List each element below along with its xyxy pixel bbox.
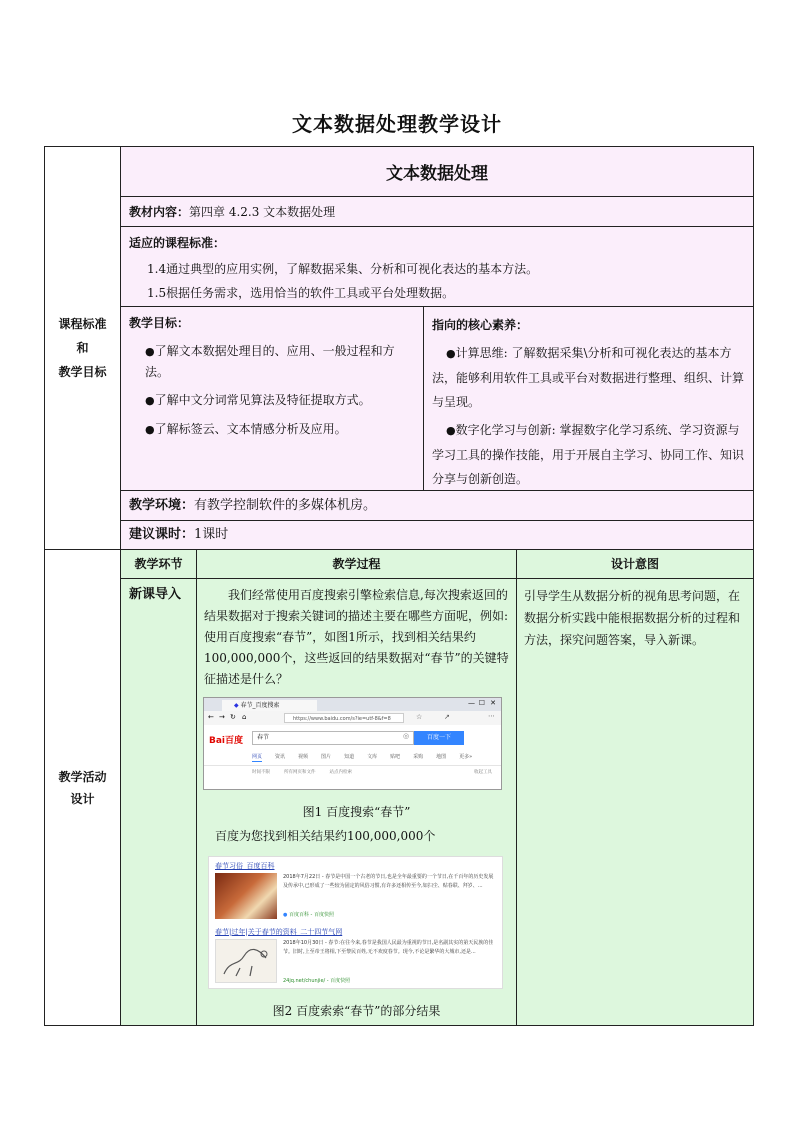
process-text: 我们经常使用百度搜索引擎检索信息,每次搜索返回的结果数据对于搜索关键词的描述主要在哪些方面呢，例如: 使用百度搜索“春节”，如图1所示，找到相关结果约100,000,000个，这些返回的结果数据对“春节”的关键特征描述是什么？ — [204, 588, 509, 686]
page-title: 文本数据处理教学设计 — [292, 112, 502, 136]
step-cell: 新课导入 — [120, 578, 197, 1026]
core-item-digital: ● 数字化学习与创新: 掌握数字化学习系统、学习资源与学习工具的操作技能，用于开展自主学习、协同工作、知识分享与创新创造。 — [432, 418, 745, 491]
baike-icon: ● — [283, 912, 288, 918]
col-header-intent: 设计意图 — [516, 549, 754, 579]
home-icon[interactable]: ⌂ — [242, 713, 247, 721]
close-icon[interactable]: ✕ — [490, 699, 496, 707]
col-header-step: 教学环节 — [120, 549, 197, 579]
result-title-link[interactable]: 春节|过年|关于春节的资料_二十四节气网 — [215, 928, 343, 936]
result-item — [215, 861, 499, 921]
refresh-icon[interactable]: ↻ — [230, 713, 236, 721]
browser-tab-bar — [204, 698, 501, 711]
baidu-logo: Bai百度 — [209, 736, 244, 746]
col-header-process: 教学过程 — [196, 549, 517, 579]
star-icon[interactable]: ☆ — [416, 713, 423, 721]
figure2-caption: 图2 百度索索“春节”的部分结果 — [272, 1004, 441, 1018]
illustration-thumbnail — [215, 939, 277, 983]
figure1-caption: 图1 百度搜索“春节” — [302, 805, 411, 819]
nav-tab[interactable]: 文库 — [367, 754, 378, 760]
url-input[interactable]: https://www.baidu.com/s?ie=utf-8&f=8 — [284, 713, 404, 723]
core-literacy-cell: 指向的核心素养： ● 计算思维: 了解数据采集\分析和可视化表达的基本方法，能够利用软件工具或平台对数据进行整理、组织、计算与呈现。 ● 数字化学习与创新: 掌握数字化学习系统、学习资源与学习工具的操作技能，用于开展自主学习、协同工作、知识分享与创新创造。 — [423, 306, 754, 491]
environment-row: 教学环境： 有教学控制软件的多媒体机房。 — [120, 490, 754, 521]
result-item — [215, 927, 499, 987]
food-thumbnail-image — [215, 873, 277, 919]
side-label-standards: 课程标准 和 教学目标 — [44, 146, 121, 550]
goal-item: ● 了解文本数据处理目的、应用、一般过程和方法。 — [129, 341, 415, 382]
hours-row: 建议课时： 1课时 — [120, 520, 754, 550]
material-row: 教材内容： 第四章 4.2.3 文本数据处理 — [120, 196, 754, 227]
result-count-text: 百度为您找到相关结果约100,000,000个 — [215, 829, 436, 843]
search-results-screenshot — [208, 856, 503, 989]
result-snippet: 2018年7月22日 - 春节是中国一个古老的节日,也是全年最重要的一个节日,在千百年的历史发展及传承中,已形成了一些较为固定的风俗习惯,有许多还相传至今,如扫尘、贴春联、拜岁、... — [283, 874, 494, 889]
baidu-page — [204, 725, 501, 789]
filter-collapse[interactable]: 收起工具 — [474, 770, 492, 775]
standards-row: 适应的课程标准： 1.4通过典型的应用实例，了解数据采集、分析和可视化表达的基本方法。 1.5根据任务需求，选用恰当的软件工具或平台处理数据。 — [120, 226, 754, 307]
core-item-computational: ● 计算思维: 了解数据采集\分析和可视化表达的基本方法，能够利用软件工具或平台对数据进行整理、组织、计算与呈现。 — [432, 341, 745, 414]
standard-item: 1.4通过典型的应用实例，了解数据采集、分析和可视化表达的基本方法。 — [147, 262, 539, 276]
intent-cell: 引导学生从数据分析的视角思考问题，在数据分析实践中能根据数据分析的过程和方法，探究问题答案，导入新课。 — [516, 578, 754, 1026]
browser-tab[interactable]: ◆ 春节_百度搜索 — [222, 700, 317, 711]
standard-item: 1.5根据任务需求，选用恰当的软件工具或平台处理数据。 — [147, 286, 455, 300]
nav-tab[interactable]: 贴吧 — [390, 754, 401, 760]
search-filters — [252, 769, 492, 775]
nav-tab[interactable]: 地图 — [436, 754, 447, 760]
nav-tab-web[interactable]: 网页 — [252, 754, 263, 760]
section-header: 文本数据处理 — [120, 146, 754, 197]
maximize-icon[interactable]: ☐ — [478, 699, 485, 707]
search-nav-tabs — [252, 752, 492, 762]
dragon-illustration-icon — [216, 940, 276, 982]
forward-icon[interactable]: → — [219, 713, 225, 721]
nav-tab[interactable]: 视频 — [298, 754, 309, 760]
baidu-browser-screenshot — [203, 697, 502, 790]
goals-cell: 教学目标： ● 了解文本数据处理目的、应用、一般过程和方法。 ● 了解中文分词常见算法及特征提取方式。 ● 了解标签云、文本情感分析及应用。 — [120, 306, 424, 491]
result-source: ● 百度百科 - 百度快照 — [283, 912, 334, 918]
share-icon[interactable]: ↗ — [444, 713, 450, 721]
result-snippet: 2018年10月30日 - 春节:在往今来,春节是我国人民最为重视的节日,是名副其实的第天民族的佳节。旧时,上至帝王将相,下至黎民百姓,无不欢度春节。现今,不论是繁华的大城市,还是... — [283, 940, 494, 955]
baidu-paw-icon: ◆ — [234, 702, 239, 709]
search-button[interactable]: 百度一下 — [414, 731, 464, 745]
result-source[interactable]: 24jq.net/chunjie/ - 百度快照 — [283, 978, 351, 984]
filter-site[interactable]: 站点内检索 — [329, 770, 352, 775]
nav-tab[interactable]: 更多» — [459, 754, 473, 760]
goal-item: ● 了解标签云、文本情感分析及应用。 — [129, 419, 415, 440]
browser-address-bar — [204, 711, 501, 725]
minimize-icon[interactable]: — — [468, 699, 475, 707]
back-icon[interactable]: ← — [208, 713, 214, 721]
camera-icon[interactable]: ◎ — [403, 732, 410, 740]
filter-type[interactable]: 所有网页和文件 — [284, 770, 316, 775]
nav-tab[interactable]: 采购 — [413, 754, 424, 760]
nav-tab[interactable]: 资讯 — [275, 754, 286, 760]
search-input[interactable]: 春节 — [252, 731, 414, 745]
goal-item: ● 了解中文分词常见算法及特征提取方式。 — [129, 390, 415, 411]
nav-tab[interactable]: 知道 — [344, 754, 355, 760]
more-icon[interactable]: ⋯ — [488, 712, 495, 720]
result-title-link[interactable]: 春节习俗_百度百科 — [215, 862, 275, 870]
divider — [204, 765, 501, 766]
filter-time[interactable]: 时间不限 — [252, 770, 270, 775]
nav-tab[interactable]: 图片 — [321, 754, 332, 760]
side-label-activity: 教学活动 设计 — [44, 549, 121, 1026]
